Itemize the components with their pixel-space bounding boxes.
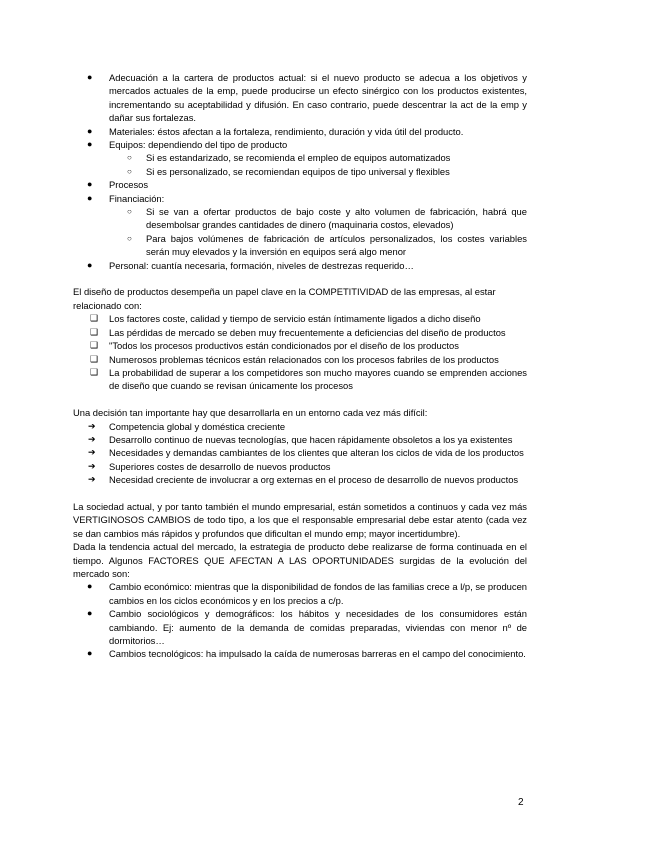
equipos-sublist bbox=[73, 151, 527, 178]
list-item bbox=[73, 326, 527, 339]
sublist-item-text: Si es estandarizado, se recomienda el empleo de equipos automatizados bbox=[146, 152, 451, 164]
list-item-text: Competencia global y doméstica creciente bbox=[109, 420, 286, 432]
sublist-item-text: Si se van a ofertar productos de bajo coste y alto volumen de fabricación, habrá que desembolsar grandes cantidades de dinero (maquinaria costos, elevados) bbox=[146, 206, 527, 231]
bullet-icon: ● bbox=[87, 179, 93, 190]
page-content bbox=[73, 71, 527, 661]
list-item bbox=[73, 446, 527, 459]
list-item bbox=[73, 607, 527, 647]
paragraph: Una decisión tan importante hay que desarrollarla en un entorno cada vez más difícil: bbox=[73, 407, 428, 419]
arrow-bullet-icon: ➔ bbox=[88, 433, 96, 444]
sublist-item-text: Para bajos volúmenes de fabricación de artículos personalizados, los costes variables serán muy elevados y la inversión en equipos será algo menor bbox=[146, 232, 527, 258]
list-item bbox=[73, 178, 527, 191]
circle-bullet-icon: ○ bbox=[127, 153, 132, 163]
sublist-item bbox=[73, 205, 527, 232]
circle-bullet-icon: ○ bbox=[127, 233, 132, 243]
list-item-text: Cambio económico: mientras que la disponibilidad de fondos de las familias crece a l/p, se producen cambios en los ciclos económicos y en los precios a c/p. bbox=[109, 581, 527, 606]
list-item bbox=[73, 138, 527, 151]
circle-bullet-icon: ○ bbox=[127, 166, 132, 176]
bullet-icon: ● bbox=[87, 581, 93, 592]
list-item-text: Superiores costes de desarrollo de nuevos productos bbox=[109, 460, 331, 472]
paragraph: El diseño de productos desempeña un papel clave en la COMPETITIVIDAD de las empresas, al estar relacionado con: bbox=[73, 286, 496, 311]
list-item-text: Materiales: éstos afectan a la fortaleza, rendimiento, duración y vida útil del producto. bbox=[109, 125, 464, 137]
arrow-bullet-icon: ➔ bbox=[88, 420, 96, 431]
list-item-text: Los factores coste, calidad y tiempo de servicio están íntimamente ligados a dicho diseño bbox=[109, 313, 481, 325]
list-item bbox=[73, 312, 527, 325]
bullet-icon: ● bbox=[87, 648, 93, 659]
sublist-item-text: Si es personalizado, se recomiendan equipos de tipo universal y flexibles bbox=[146, 165, 450, 177]
list-item bbox=[73, 580, 527, 607]
circle-bullet-icon: ○ bbox=[127, 207, 132, 217]
list-item bbox=[73, 460, 527, 473]
factors-list-end bbox=[73, 259, 527, 272]
list-item-text: Necesidades y demandas cambiantes de los clientes que alteran los ciclos de vida de los productos bbox=[109, 447, 524, 459]
list-item-text: Cambios tecnológicos: ha impulsado la caída de numerosas barreras en el campo del conocimiento. bbox=[109, 648, 526, 660]
list-item bbox=[73, 473, 527, 486]
competitividad-list bbox=[73, 312, 527, 392]
list-item bbox=[73, 420, 527, 433]
factors-list-cont bbox=[73, 178, 527, 205]
bullet-icon: ● bbox=[87, 259, 93, 270]
list-item bbox=[73, 433, 527, 446]
sublist-item bbox=[73, 165, 527, 178]
list-item bbox=[73, 647, 527, 660]
list-item-text: La probabilidad de superar a los competidores son mucho mayores cuando se emprenden acciones de diseño que cuando se revisan únicamente los procesos bbox=[109, 366, 527, 392]
list-item bbox=[73, 192, 527, 205]
list-item-text: "Todos los procesos productivos están condicionados por el diseño de los productos bbox=[109, 340, 459, 352]
paragraph: La sociedad actual, y por tanto también el mundo empresarial, están sometidos a continuos y cada vez más VERTIGINOSOS CAMBIOS de todo tipo, a los que el responsable empresarial debe estar atento (cada vez se dan cambios más rápidos y profundos que dificultan el mundo emp; mayor incertidumbre). bbox=[73, 500, 527, 539]
checkbox-bullet-icon: ❑ bbox=[90, 313, 99, 324]
list-item-text: Equipos: dependiendo del tipo de producto bbox=[109, 139, 288, 151]
list-item-text: Personal: cuantía necesaria, formación, niveles de destrezas requerido… bbox=[109, 259, 414, 271]
bullet-icon: ● bbox=[87, 139, 93, 150]
checkbox-bullet-icon: ❑ bbox=[90, 366, 99, 377]
arrow-bullet-icon: ➔ bbox=[88, 460, 96, 471]
oportunidades-list bbox=[73, 580, 527, 660]
list-item-text: Financiación: bbox=[109, 192, 165, 204]
list-item bbox=[73, 353, 527, 366]
list-item-text: Desarrollo continuo de nuevas tecnologías, que hacen rápidamente obsoletos a los ya existentes bbox=[109, 433, 513, 445]
factors-list bbox=[73, 71, 527, 151]
list-item bbox=[73, 339, 527, 352]
bullet-icon: ● bbox=[87, 72, 93, 82]
financiacion-sublist bbox=[73, 205, 527, 259]
list-item bbox=[73, 259, 527, 272]
checkbox-bullet-icon: ❑ bbox=[90, 353, 99, 364]
list-item-text: Cambio sociológicos y demográficos: los hábitos y necesidades de los consumidores están cambiando. Ej: aumento de la demanda de comidas preparadas, viviendas con menor nº de dormitorios… bbox=[109, 608, 527, 647]
list-item-text: Necesidad creciente de involucrar a org externas en el proceso de desarrollo de nuevos productos bbox=[109, 474, 519, 486]
checkbox-bullet-icon: ❑ bbox=[90, 340, 99, 351]
list-item bbox=[73, 366, 527, 393]
bullet-icon: ● bbox=[87, 192, 93, 203]
sublist-item bbox=[73, 151, 527, 164]
checkbox-bullet-icon: ❑ bbox=[90, 326, 99, 337]
list-item-text: Las pérdidas de mercado se deben muy frecuentemente a deficiencias del diseño de productos bbox=[109, 326, 506, 338]
bullet-icon: ● bbox=[87, 608, 93, 619]
list-item-text: Adecuación a la cartera de productos actual: si el nuevo producto se adecua a los objetivos y mercados actuales de la emp, puede producirse un efecto sinérgico con los productos existentes, incrementando su aceptabilidad y difusión. En caso contrario, puede descentrar la act de la emp y dañar sus fortalezas. bbox=[109, 72, 527, 124]
arrow-bullet-icon: ➔ bbox=[88, 474, 96, 485]
arrow-bullet-icon: ➔ bbox=[88, 447, 96, 458]
entorno-list bbox=[73, 420, 527, 487]
list-item bbox=[73, 71, 527, 125]
list-item-text: Procesos bbox=[109, 179, 149, 191]
list-item bbox=[73, 125, 527, 138]
sublist-item bbox=[73, 232, 527, 259]
bullet-icon: ● bbox=[87, 125, 93, 136]
list-item-text: Numerosos problemas técnicos están relacionados con los procesos fabriles de los productos bbox=[109, 353, 499, 365]
paragraph: Dada la tendencia actual del mercado, la estrategia de producto debe realizarse de forma continuada en el tiempo. Algunos FACTORES QUE AFECTAN A LAS OPORTUNIDADES surgidas de la evolución del mercado son: bbox=[73, 541, 527, 579]
page-number: 2 bbox=[518, 797, 524, 808]
